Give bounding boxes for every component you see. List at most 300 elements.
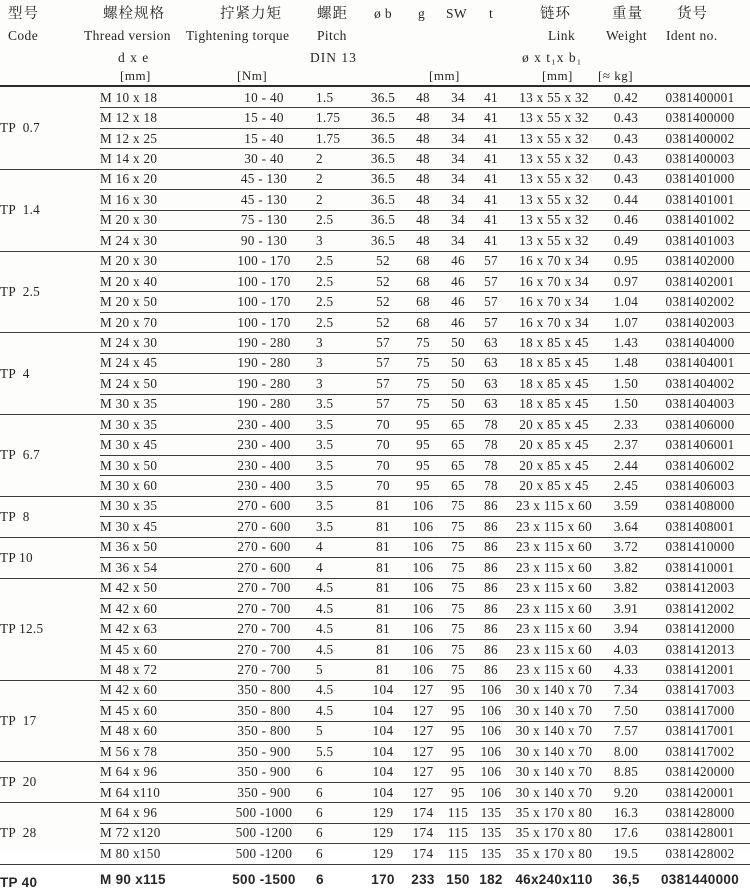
cell-torque: 45 - 130: [212, 169, 316, 189]
cell-weight: 0.95: [602, 251, 650, 271]
cell-weight: 2.44: [602, 455, 650, 475]
cell-g: 75: [406, 333, 440, 353]
cell-thread: M 30 x 45: [100, 435, 212, 455]
cell-ident: 0381440000: [660, 872, 740, 888]
cell-t: 86: [476, 639, 506, 659]
cell-weight: 0.46: [602, 210, 650, 230]
cell-ident: 0381417000: [650, 701, 750, 721]
cell-code: TP 40: [0, 874, 38, 890]
cell-pitch: 5: [316, 660, 360, 680]
cell-g: 95: [406, 455, 440, 475]
table-row: [0, 210, 750, 230]
cell-thread: M 36 x 50: [100, 537, 212, 557]
cell-pitch: 2.5: [316, 251, 360, 271]
cell-pitch: 4.5: [316, 680, 360, 700]
cell-g: 48: [406, 169, 440, 189]
table-row: [0, 496, 750, 516]
cell-link: 23 x 115 x 60: [506, 619, 602, 639]
cell-thread: M 42 x 63: [100, 619, 212, 639]
cell-ob: 57: [360, 394, 406, 414]
cell-link: 18 x 85 x 45: [506, 374, 602, 394]
cell-pitch: 3.5: [316, 435, 360, 455]
cell-sw: 46: [440, 251, 476, 271]
cell-ident: 0381400001: [650, 88, 750, 108]
cell-ob: 36.5: [360, 108, 406, 128]
cell-sw: 75: [440, 558, 476, 578]
cell-thread: M 30 x 35: [100, 415, 212, 435]
header-link-sub: ø x t₁x b₁: [522, 50, 583, 65]
cell-t: 63: [476, 353, 506, 373]
table-row: [0, 271, 750, 291]
cell-t: 63: [476, 333, 506, 353]
cell-weight: 8.85: [602, 762, 650, 782]
cell-link: 35 x 170 x 80: [506, 803, 602, 823]
table-row: [0, 864, 750, 895]
cell-ident: 0381402000: [650, 251, 750, 271]
cell-weight: 0.42: [602, 88, 650, 108]
cell-thread: M 45 x 60: [100, 639, 212, 659]
cell-sw: 34: [440, 128, 476, 148]
header-link-zh: 链环: [540, 6, 571, 22]
cell-ident: 0381401002: [650, 210, 750, 230]
cell-pitch: 3.5: [316, 394, 360, 414]
cell-weight: 3.59: [602, 496, 650, 516]
cell-ob: 81: [360, 578, 406, 598]
cell-pitch: 3.5: [316, 415, 360, 435]
cell-torque: 230 - 400: [212, 455, 316, 475]
cell-thread: M 16 x 30: [100, 190, 212, 210]
cell-code: TP 8: [0, 496, 100, 537]
cell-pitch: 3.5: [316, 455, 360, 475]
header-dim-g: g: [418, 6, 426, 21]
cell-thread: M 24 x 30: [100, 231, 212, 251]
table-row: [0, 721, 750, 741]
cell-pitch: 4.5: [316, 701, 360, 721]
cell-torque: 350 - 900: [212, 762, 316, 782]
cell-g: 106: [406, 578, 440, 598]
table-row: [0, 823, 750, 843]
cell-pitch: 5: [316, 721, 360, 741]
cell-ident: 0381406003: [650, 476, 750, 496]
cell-sw: 50: [440, 374, 476, 394]
cell-sw: 150: [446, 872, 470, 888]
cell-pitch: 4.5: [316, 598, 360, 618]
cell-ident: 0381408000: [650, 496, 750, 516]
cell-torque: 90 - 130: [212, 231, 316, 251]
cell-ident: 0381400002: [650, 128, 750, 148]
cell-t: 41: [476, 108, 506, 128]
cell-pitch: 1.75: [316, 108, 360, 128]
cell-thread: M 16 x 20: [100, 169, 212, 189]
header-ident-zh: 货号: [677, 6, 708, 22]
cell-ident: 0381406002: [650, 455, 750, 475]
cell-t: 41: [476, 231, 506, 251]
cell-link: 16 x 70 x 34: [506, 292, 602, 312]
header-link-en: Link: [548, 28, 576, 43]
cell-ident: 0381420000: [650, 762, 750, 782]
table-row: [0, 435, 750, 455]
cell-pitch: 4: [316, 558, 360, 578]
cell-sw: 50: [440, 333, 476, 353]
cell-ident: 0381402001: [650, 271, 750, 291]
cell-g: 95: [406, 415, 440, 435]
cell-link: 18 x 85 x 45: [506, 394, 602, 414]
cell-pitch: 2: [316, 190, 360, 210]
table-row: [0, 517, 750, 537]
cell-ob: 81: [360, 537, 406, 557]
cell-ob: 57: [360, 374, 406, 394]
cell-weight: 2.45: [602, 476, 650, 496]
cell-thread: M 30 x 50: [100, 455, 212, 475]
cell-weight: 8.00: [602, 742, 650, 762]
cell-link: 13 x 55 x 32: [506, 190, 602, 210]
cell-pitch: 4.5: [316, 619, 360, 639]
cell-weight: 1.48: [602, 353, 650, 373]
cell-g: 68: [406, 312, 440, 332]
cell-torque: 500 -1200: [212, 823, 316, 843]
cell-ident: 0381402002: [650, 292, 750, 312]
cell-link: 18 x 85 x 45: [506, 333, 602, 353]
cell-pitch: 3.5: [316, 517, 360, 537]
cell-weight: 0.43: [602, 108, 650, 128]
cell-ident: 0381412001: [650, 660, 750, 680]
header-code-en: Code: [8, 28, 39, 43]
cell-ob: 36.5: [360, 190, 406, 210]
cell-weight: 4.03: [602, 639, 650, 659]
cell-thread: M 48 x 72: [100, 660, 212, 680]
cell-t: 106: [476, 680, 506, 700]
cell-sw: 46: [440, 312, 476, 332]
cell-thread: M 64 x 96: [100, 803, 212, 823]
cell-g: 95: [406, 435, 440, 455]
cell-pitch: 4.5: [316, 639, 360, 659]
cell-ob: 170: [371, 872, 395, 888]
cell-ident: 0381412000: [650, 619, 750, 639]
cell-torque: 350 - 800: [212, 680, 316, 700]
cell-sw: 75: [440, 496, 476, 516]
cell-sw: 34: [440, 231, 476, 251]
cell-torque: 270 - 700: [212, 639, 316, 659]
table-row: [0, 374, 750, 394]
cell-link: 23 x 115 x 60: [506, 578, 602, 598]
cell-torque: 270 - 600: [212, 537, 316, 557]
cell-sw: 65: [440, 435, 476, 455]
cell-thread: M 64 x 96: [100, 762, 212, 782]
cell-t: 41: [476, 169, 506, 189]
cell-pitch: 4: [316, 537, 360, 557]
cell-thread: M 48 x 60: [100, 721, 212, 741]
cell-torque: 230 - 400: [212, 476, 316, 496]
table-header: [0, 0, 750, 88]
cell-t: 63: [476, 394, 506, 414]
cell-pitch: 2.5: [316, 271, 360, 291]
table-row: [0, 251, 750, 271]
cell-torque: 350 - 800: [212, 721, 316, 741]
cell-weight: 17.6: [602, 823, 650, 843]
cell-torque: 270 - 700: [212, 598, 316, 618]
cell-ident: 0381408001: [650, 517, 750, 537]
cell-t: 78: [476, 435, 506, 455]
cell-g: 127: [406, 680, 440, 700]
header-weight-unit: [≈ kg]: [598, 68, 634, 83]
cell-sw: 50: [440, 394, 476, 414]
header-torque-zh: 拧紧力矩: [220, 6, 282, 22]
cell-link: 23 x 115 x 60: [506, 517, 602, 537]
cell-ob: 129: [360, 844, 406, 864]
cell-link: 23 x 115 x 60: [506, 598, 602, 618]
cell-ob: 36.5: [360, 149, 406, 169]
table-row: [0, 455, 750, 475]
cell-torque: 190 - 280: [212, 394, 316, 414]
header-dims-unit: [mm]: [429, 68, 460, 83]
cell-torque: 500 -1200: [212, 844, 316, 864]
cell-thread: M 42 x 50: [100, 578, 212, 598]
spec-table-body: [0, 88, 750, 895]
cell-weight: 2.37: [602, 435, 650, 455]
table-row: [0, 701, 750, 721]
cell-t: 106: [476, 762, 506, 782]
cell-torque: 190 - 280: [212, 333, 316, 353]
cell-g: 48: [406, 128, 440, 148]
cell-g: 127: [406, 742, 440, 762]
cell-link: 18 x 85 x 45: [506, 353, 602, 373]
table-row: [0, 578, 750, 598]
cell-ident: 0381420001: [650, 782, 750, 802]
table-row: [0, 394, 750, 414]
cell-thread: M 10 x 18: [100, 88, 212, 108]
header-link-unit: [mm]: [542, 68, 573, 83]
cell-torque: 270 - 700: [212, 578, 316, 598]
header-pitch-en: Pitch: [317, 28, 347, 43]
cell-weight: 9.20: [602, 782, 650, 802]
cell-g: 75: [406, 394, 440, 414]
table-row: [0, 415, 750, 435]
cell-g: 106: [406, 496, 440, 516]
cell-pitch: 1.5: [316, 88, 360, 108]
cell-torque: 190 - 280: [212, 374, 316, 394]
cell-sw: 95: [440, 742, 476, 762]
cell-g: 75: [406, 353, 440, 373]
cell-ident: 0381404003: [650, 394, 750, 414]
cell-sw: 75: [440, 537, 476, 557]
cell-ob: 52: [360, 292, 406, 312]
cell-weight: 0.43: [602, 128, 650, 148]
table-row: [0, 660, 750, 680]
cell-ob: 70: [360, 415, 406, 435]
table-row: [0, 782, 750, 802]
cell-code: TP 10: [0, 537, 100, 578]
cell-thread: M 42 x 60: [100, 598, 212, 618]
cell-link: 13 x 55 x 32: [506, 88, 602, 108]
cell-ident: 0381428000: [650, 803, 750, 823]
cell-ident: 0381412003: [650, 578, 750, 598]
cell-ob: 36.5: [360, 88, 406, 108]
cell-torque: 350 - 900: [212, 742, 316, 762]
cell-pitch: 6: [316, 762, 360, 782]
cell-t: 86: [476, 660, 506, 680]
cell-ident: 0381401001: [650, 190, 750, 210]
cell-g: 106: [406, 598, 440, 618]
cell-sw: 65: [440, 455, 476, 475]
cell-t: 57: [476, 312, 506, 332]
cell-link: 23 x 115 x 60: [506, 660, 602, 680]
cell-t: 78: [476, 415, 506, 435]
cell-t: 57: [476, 251, 506, 271]
header-thread-unit: [mm]: [120, 68, 151, 83]
cell-link: 20 x 85 x 45: [506, 476, 602, 496]
table-row: [0, 803, 750, 823]
table-row: [0, 312, 750, 332]
cell-weight: 1.04: [602, 292, 650, 312]
cell-sw: 95: [440, 782, 476, 802]
cell-sw: 115: [440, 803, 476, 823]
header-dim-sw: SW: [446, 6, 468, 21]
cell-ob: 81: [360, 619, 406, 639]
cell-torque: 100 - 170: [212, 251, 316, 271]
cell-weight: 2.33: [602, 415, 650, 435]
cell-ob: 52: [360, 312, 406, 332]
cell-g: 48: [406, 88, 440, 108]
cell-ob: 36.5: [360, 231, 406, 251]
cell-ident: 0381401000: [650, 169, 750, 189]
cell-weight: 3.94: [602, 619, 650, 639]
cell-weight: 3.82: [602, 578, 650, 598]
header-pitch-sub: DIN 13: [310, 50, 357, 65]
table-row: [0, 231, 750, 251]
header-dim-ob: ø b: [374, 6, 393, 21]
cell-pitch: 3: [316, 353, 360, 373]
cell-link: 35 x 170 x 80: [506, 844, 602, 864]
cell-ob: 104: [360, 742, 406, 762]
cell-ident: 0381404001: [650, 353, 750, 373]
cell-link: 13 x 55 x 32: [506, 149, 602, 169]
header-ident-en: Ident no.: [666, 28, 718, 43]
spec-table: [0, 88, 750, 895]
cell-weight: 19.5: [602, 844, 650, 864]
table-row: [0, 537, 750, 557]
cell-weight: 0.43: [602, 149, 650, 169]
table-row: [0, 353, 750, 373]
cell-t: 57: [476, 292, 506, 312]
cell-t: 78: [476, 476, 506, 496]
table-row: [0, 558, 750, 578]
table-row: [0, 598, 750, 618]
cell-pitch: 3: [316, 231, 360, 251]
cell-ident: 0381428002: [650, 844, 750, 864]
cell-code: TP 1.4: [0, 169, 100, 251]
cell-torque: 10 - 40: [212, 88, 316, 108]
cell-pitch: 6: [316, 872, 324, 888]
cell-g: 174: [406, 823, 440, 843]
cell-ident: 0381406001: [650, 435, 750, 455]
cell-sw: 75: [440, 578, 476, 598]
table-row: [0, 619, 750, 639]
cell-link: 16 x 70 x 34: [506, 271, 602, 291]
cell-link: 23 x 115 x 60: [506, 639, 602, 659]
table-row: [0, 742, 750, 762]
header-thread-en: Thread version: [84, 28, 171, 43]
cell-sw: 115: [440, 823, 476, 843]
header-dim-t: t: [489, 6, 494, 21]
cell-weight: 7.57: [602, 721, 650, 741]
cell-weight: 3.64: [602, 517, 650, 537]
cell-g: 127: [406, 721, 440, 741]
cell-g: 75: [406, 374, 440, 394]
cell-link: 35 x 170 x 80: [506, 823, 602, 843]
cell-thread: M 30 x 45: [100, 517, 212, 537]
cell-pitch: 2: [316, 149, 360, 169]
cell-weight: 36,5: [612, 872, 640, 888]
cell-torque: 350 - 900: [212, 782, 316, 802]
cell-weight: 1.50: [602, 374, 650, 394]
cell-ident: 0381412013: [650, 639, 750, 659]
cell-link: 30 x 140 x 70: [506, 701, 602, 721]
cell-sw: 34: [440, 149, 476, 169]
cell-g: 48: [406, 210, 440, 230]
cell-sw: 34: [440, 210, 476, 230]
cell-sw: 65: [440, 476, 476, 496]
cell-sw: 50: [440, 353, 476, 373]
cell-link: 23 x 115 x 60: [506, 496, 602, 516]
cell-t: 86: [476, 558, 506, 578]
table-row: [0, 88, 750, 108]
cell-pitch: 3.5: [316, 496, 360, 516]
cell-weight: 16.3: [602, 803, 650, 823]
cell-thread: M 12 x 25: [100, 128, 212, 148]
cell-link: 30 x 140 x 70: [506, 782, 602, 802]
cell-t: 182: [479, 872, 503, 888]
header-weight-en: Weight: [606, 28, 648, 43]
cell-g: 174: [406, 844, 440, 864]
cell-ob: 57: [360, 353, 406, 373]
cell-thread: M 24 x 50: [100, 374, 212, 394]
cell-pitch: 6: [316, 844, 360, 864]
cell-weight: 0.43: [602, 169, 650, 189]
header-weight-zh: 重量: [612, 6, 643, 22]
cell-ident: 0381417001: [650, 721, 750, 741]
cell-pitch: 2.5: [316, 210, 360, 230]
cell-t: 86: [476, 578, 506, 598]
cell-weight: 3.72: [602, 537, 650, 557]
cell-ob: 104: [360, 721, 406, 741]
cell-torque: 15 - 40: [212, 108, 316, 128]
cell-t: 41: [476, 190, 506, 210]
cell-pitch: 1.75: [316, 128, 360, 148]
cell-ident: 0381410001: [650, 558, 750, 578]
cell-link: 30 x 140 x 70: [506, 762, 602, 782]
cell-g: 233: [411, 872, 435, 888]
cell-link: 20 x 85 x 45: [506, 435, 602, 455]
cell-link: 30 x 140 x 70: [506, 721, 602, 741]
cell-sw: 75: [440, 598, 476, 618]
table-row: [0, 190, 750, 210]
cell-torque: 75 - 130: [212, 210, 316, 230]
cell-ob: 81: [360, 496, 406, 516]
cell-t: 57: [476, 271, 506, 291]
cell-g: 106: [406, 639, 440, 659]
cell-ob: 52: [360, 251, 406, 271]
table-row: [0, 128, 750, 148]
cell-t: 135: [476, 823, 506, 843]
header-code-zh: 型号: [8, 6, 39, 22]
cell-thread: M 64 x110: [100, 782, 212, 802]
cell-sw: 46: [440, 292, 476, 312]
cell-torque: 230 - 400: [212, 435, 316, 455]
cell-thread: M 56 x 78: [100, 742, 212, 762]
cell-t: 86: [476, 537, 506, 557]
cell-ob: 81: [360, 558, 406, 578]
cell-t: 106: [476, 701, 506, 721]
